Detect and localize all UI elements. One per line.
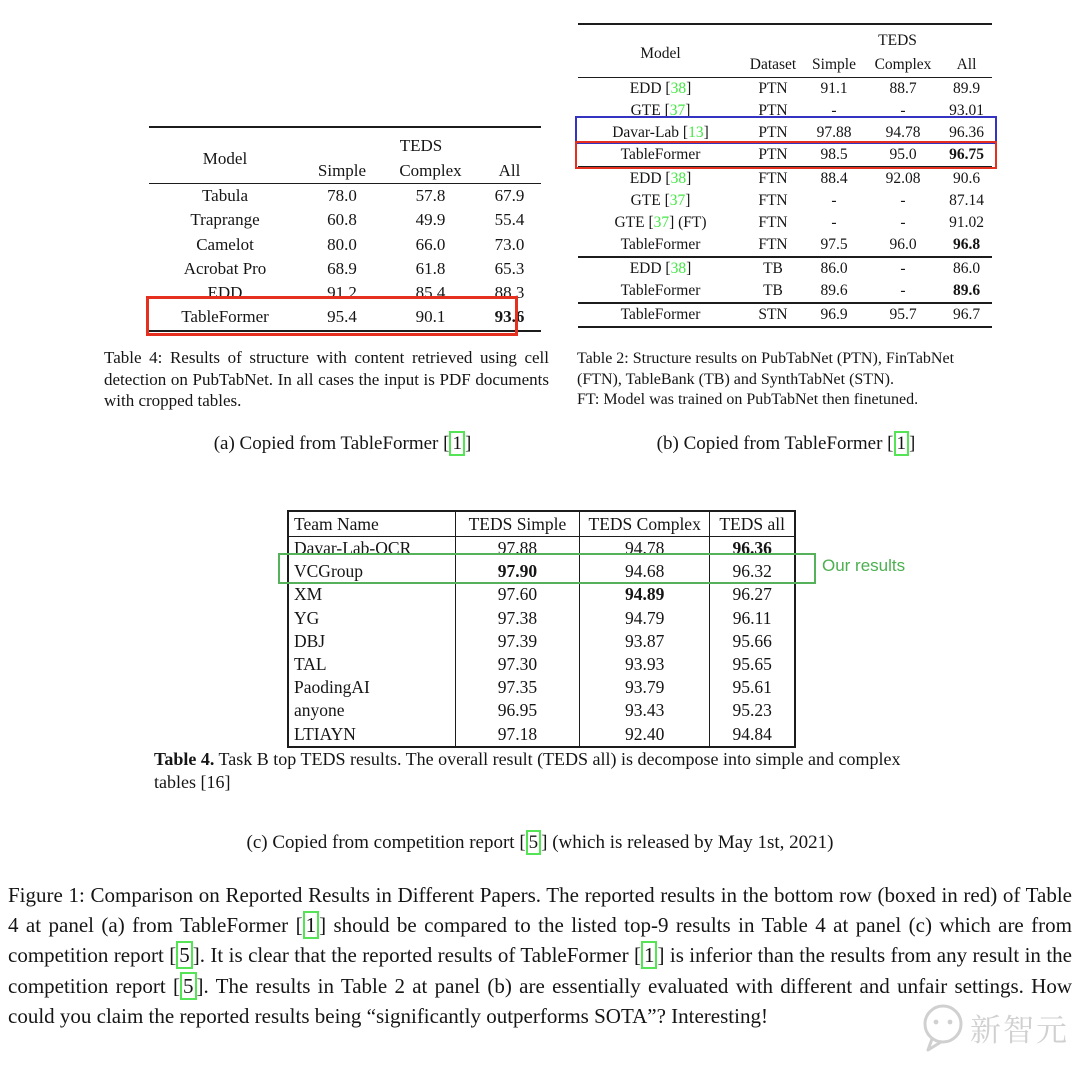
table-cell: DBJ [294, 630, 326, 651]
table-row-davar-lab-ocr [288, 537, 795, 561]
table-cell: - [900, 192, 906, 209]
table-cell: TB [763, 282, 783, 299]
citation-number: 38 [670, 260, 687, 277]
table-cell: 98.5 [820, 146, 848, 163]
table-cell: - [900, 102, 906, 119]
caption-table-2b-main: Table 2: Structure results on PubTabNet (PTN), FinTabNet (FTN), TableBank (TB) and SynthTabNet (STN). [577, 350, 955, 388]
table-cell: 80.0 [327, 234, 357, 254]
table-cell: 97.18 [455, 723, 579, 747]
table-cell: 91.2 [327, 283, 357, 303]
table-cell: 97.88 [816, 124, 852, 141]
table-cell: 90.1 [415, 307, 446, 327]
table-cell: 97.90 [455, 560, 579, 583]
table-row [149, 184, 541, 209]
table-cell: FTN [758, 236, 788, 253]
table-cell: EDD [38] [629, 260, 692, 277]
caption-table-2b [577, 349, 997, 411]
column-header-teds-all: TEDS all [710, 511, 795, 537]
column-header-team-name: Team Name [288, 511, 455, 537]
table-row-tableformer [578, 144, 992, 167]
citation-number: 38 [670, 170, 687, 187]
citation-link[interactable]: 5 [180, 972, 197, 1000]
table-cell: YG [294, 607, 320, 628]
table-cell: Camelot [196, 234, 254, 254]
table-cell: VCGroup [294, 561, 364, 582]
table-cell: Acrobat Pro [183, 258, 267, 278]
table-cell: 95.0 [889, 146, 917, 163]
table-row-vcgroup [288, 560, 795, 583]
table-cell: TableFormer [620, 282, 701, 299]
table-cell: - [900, 214, 906, 231]
table-cell: PaodingAI [294, 677, 370, 698]
column-header-teds-simple: TEDS Simple [455, 511, 579, 537]
table-cell: 94.68 [580, 560, 710, 583]
table-cell: FTN [758, 192, 788, 209]
table-cell: - [900, 282, 906, 299]
table-row [288, 723, 795, 747]
table-cell: 68.9 [327, 258, 357, 278]
table-row-tableformer [578, 280, 992, 303]
column-group-teds: TEDS [878, 32, 917, 49]
table-cell: 96.36 [949, 124, 984, 141]
table-cell: 96.9 [820, 306, 848, 323]
citation-link[interactable]: 1 [894, 431, 910, 456]
table-cell: GTE [37] (FT) [614, 214, 707, 231]
column-group-teds: TEDS [399, 136, 443, 155]
panel-c-table [287, 510, 796, 748]
citation-number: 37 [653, 214, 670, 231]
column-header-complex: Complex [399, 161, 462, 180]
table-row [288, 607, 795, 630]
table-cell: 96.36 [710, 537, 795, 561]
table-row [288, 511, 795, 537]
table-cell: 96.95 [455, 699, 579, 722]
panel-a-label: (a) Copied from TableFormer [ 1 ] [213, 433, 472, 454]
table-cell: LTIAYN [294, 723, 356, 744]
table-row [578, 190, 992, 212]
table-cell: 96.75 [949, 146, 984, 163]
table-cell: anyone [294, 700, 345, 721]
table-cell: - [831, 192, 837, 209]
table-row [288, 653, 795, 676]
chat-bubble-logo-icon [916, 1000, 970, 1054]
watermark [916, 1000, 1069, 1054]
table-cell: Davar-Lab-OCR [294, 538, 412, 558]
table-cell: 92.40 [580, 723, 710, 747]
table-row [149, 257, 541, 281]
table-cell: TB [763, 260, 783, 277]
table-cell: 88.4 [820, 170, 848, 187]
table-cell: 78.0 [327, 186, 357, 205]
table-row [149, 127, 541, 158]
table-cell: XM [294, 584, 323, 605]
table-row [149, 281, 541, 305]
table-cell: 89.6 [820, 282, 848, 299]
table-cell: PTN [758, 80, 788, 97]
column-header-teds-complex: TEDS Complex [580, 511, 710, 537]
table-cell: Tabula [201, 186, 248, 205]
table-cell: TableFormer [620, 306, 701, 323]
table-cell: - [831, 102, 837, 119]
figure-caption: Figure 1: Comparison on Reported Results in Different Papers. The reported results in the bottom row (boxed in red) of Table 4 at panel (a) from TableFormer [ 1 ] should be compared to the listed top-9 results in Table 4 at panel (c) which are from competition report [ 5 ]. It is clear that the reported results of TableFormer [ 1 ] is inferior than the results from any result in the competition report [ 5 ]. The results in Table 2 at panel (b) are essentially evaluated with different and unfair settings. How could you claim the reported results being “significantly outperforms SOTA”? Interesting! [8, 883, 1072, 1028]
table-row [288, 630, 795, 653]
table-group-ftn [578, 167, 992, 257]
table-cell: 88.3 [494, 283, 525, 303]
table-row [288, 583, 795, 606]
citation-number: 37 [669, 102, 686, 119]
table-cell: EDD [207, 283, 243, 303]
table-cell: 88.7 [889, 80, 917, 97]
table-cell: 96.11 [710, 607, 795, 630]
caption-table-4c: Table 4. Task B top TEDS results. The overall result (TEDS all) is decompose into simple and complex tables [16] [154, 749, 901, 792]
table-cell: 97.39 [455, 630, 579, 653]
citation-link[interactable]: 1 [641, 941, 658, 969]
table-cell: 95.23 [710, 699, 795, 722]
table-cell: 89.6 [952, 282, 981, 299]
column-header-all: All [498, 161, 521, 180]
table-cell: 94.79 [580, 607, 710, 630]
table-cell: 97.88 [455, 537, 579, 561]
table-cell: 94.78 [580, 537, 710, 561]
table-cell: TAL [294, 654, 327, 675]
table-row-tableformer [578, 234, 992, 257]
table-row [578, 100, 992, 122]
table-row [578, 24, 992, 52]
table-row [578, 167, 992, 190]
table-cell: FTN [758, 170, 788, 187]
table-cell: Traprange [190, 210, 260, 230]
table-group-stn [578, 303, 992, 327]
table-cell: 49.9 [415, 210, 446, 230]
column-header-model: Model [640, 44, 681, 62]
table-cell: 89.9 [952, 80, 981, 97]
table-cell: FTN [758, 214, 788, 231]
table-cell: EDD [38] [629, 80, 692, 97]
table-cell: 95.61 [710, 676, 795, 699]
panel-b-label: (b) Copied from TableFormer [ 1 ] [656, 433, 916, 454]
table-cell: PTN [758, 146, 788, 163]
table-cell: 57.8 [415, 186, 446, 205]
table-cell: GTE [37] [630, 102, 691, 119]
table-row [149, 233, 541, 257]
citation-link[interactable]: 1 [449, 431, 465, 456]
table-cell: TableFormer [181, 307, 269, 327]
citation-link[interactable]: 1 [303, 911, 320, 939]
citation-number: 37 [669, 192, 686, 209]
table-cell: 86.0 [820, 260, 848, 277]
column-header-all: All [956, 56, 977, 73]
table-cell: 97.38 [455, 607, 579, 630]
table-row-tableformer [578, 303, 992, 327]
table-row [288, 699, 795, 722]
table-cell: - [900, 260, 906, 277]
table-cell: 95.4 [327, 307, 357, 327]
table-cell: 96.0 [889, 236, 917, 253]
table-cell: 93.01 [949, 102, 984, 119]
table-cell: - [831, 214, 837, 231]
table-cell: STN [758, 306, 788, 323]
column-header-simple: Simple [317, 161, 367, 180]
table-cell: 93.43 [580, 699, 710, 722]
citation-link[interactable]: 5 [526, 830, 542, 855]
table-cell: PTN [758, 124, 788, 141]
table-cell: 95.66 [710, 630, 795, 653]
table-cell: 94.78 [885, 124, 921, 141]
table-row [578, 78, 992, 101]
table-cell: 61.8 [415, 258, 446, 278]
citation-number: 13 [688, 124, 704, 141]
table-cell: EDD [38] [629, 170, 692, 187]
table-cell: 93.79 [580, 676, 710, 699]
caption-table-2b-note: FT: Model was trained on PubTabNet then finetuned. [577, 391, 919, 408]
table-cell: 91.02 [949, 214, 984, 231]
citation-link[interactable]: 5 [176, 941, 193, 969]
table-cell: 97.5 [820, 236, 848, 253]
table-row [288, 676, 795, 699]
table-cell: 95.65 [710, 653, 795, 676]
column-header-model: Model [202, 148, 248, 168]
column-header-dataset: Dataset [749, 56, 797, 73]
table-cell: TableFormer [620, 236, 701, 253]
watermark-text: 新智元 [970, 1012, 1069, 1049]
table-cell: 94.84 [710, 723, 795, 747]
table-group-ptn [578, 78, 992, 168]
table-cell: 97.30 [455, 653, 579, 676]
table-cell: PTN [758, 102, 788, 119]
table-cell: 67.9 [494, 186, 525, 205]
table-cell: 60.8 [327, 210, 357, 230]
our-results-annotation: Our results [822, 556, 906, 575]
table-cell: 97.35 [455, 676, 579, 699]
table-cell: 95.7 [889, 306, 917, 323]
table-cell: 96.32 [710, 560, 795, 583]
table-cell: 93.93 [580, 653, 710, 676]
table-cell: 73.0 [494, 234, 525, 254]
table-cell: 86.0 [952, 260, 981, 277]
table-cell: 97.60 [455, 583, 579, 606]
table-group-tb [578, 257, 992, 303]
table-row [149, 208, 541, 232]
column-header-simple: Simple [812, 56, 856, 73]
panel-b-table [578, 23, 992, 328]
table-cell: 93.87 [580, 630, 710, 653]
table-cell: 87.14 [949, 192, 984, 209]
table-cell: 65.3 [494, 258, 525, 278]
table-cell: 66.0 [415, 234, 446, 254]
table-row [578, 212, 992, 234]
table-cell: 96.8 [952, 236, 981, 253]
table-cell: 96.7 [952, 306, 981, 323]
table-cell: Davar-Lab [13] [612, 124, 709, 141]
table-cell: TableFormer [620, 146, 701, 163]
citation-number: 38 [670, 80, 687, 97]
table-cell: 93.6 [494, 307, 525, 327]
table-cell: 85.4 [415, 283, 446, 303]
table-cell: 90.6 [952, 170, 981, 187]
table-cell: GTE [37] [630, 192, 691, 209]
panel-a-table [149, 126, 541, 332]
column-header-complex: Complex [874, 56, 932, 73]
table-cell: 55.4 [494, 210, 525, 230]
table-cell: 94.89 [580, 583, 710, 606]
panel-c-label: (c) Copied from competition report [ 5 ] (which is released by May 1st, 2021) [246, 832, 834, 853]
table-cell: 96.27 [710, 583, 795, 606]
table-cell: 92.08 [885, 170, 921, 187]
table-row-tableformer [149, 305, 541, 330]
table-cell: 91.1 [820, 80, 848, 97]
caption-table-4a: Table 4: Results of structure with content retrieved using cell detection on PubTabNet. In all cases the input is PDF documents with cropped tables. [104, 348, 549, 410]
table-row-davar-lab [578, 122, 992, 144]
table-row [578, 257, 992, 280]
